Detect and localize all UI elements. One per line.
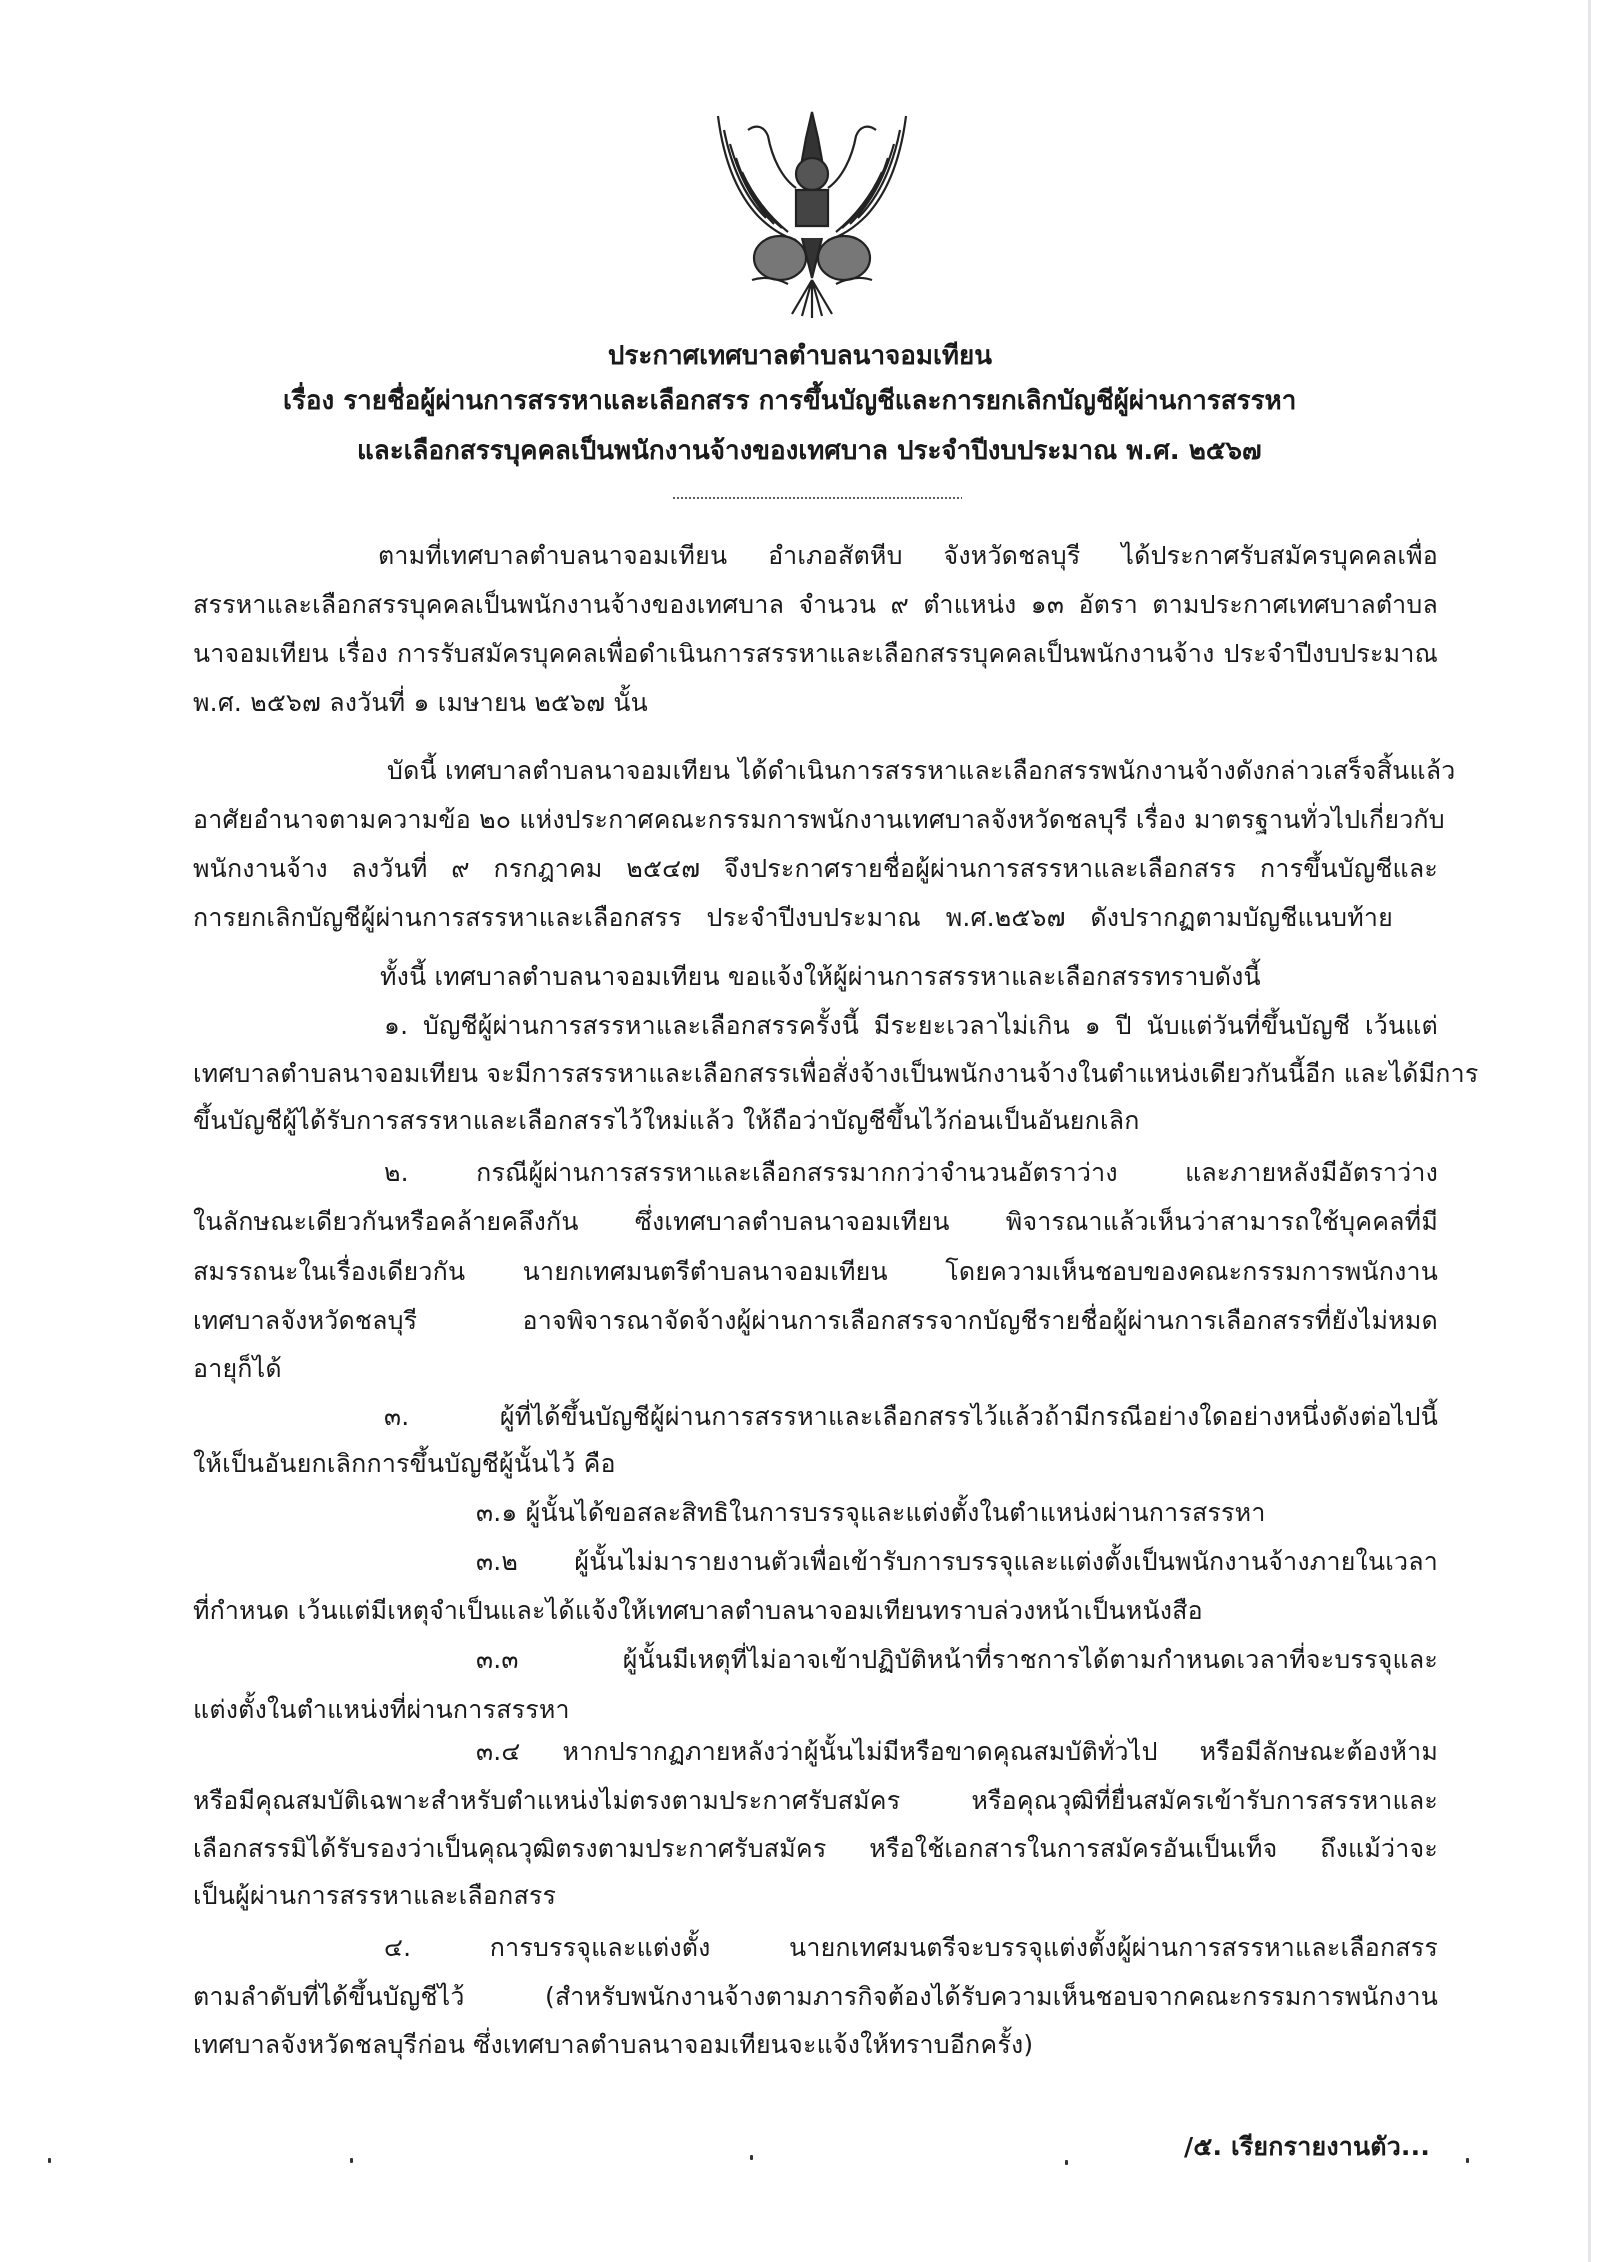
item3-line2: ให้เป็นอันยกเลิกการขึ้นบัญชีผู้นั้นไว้ คือ (193, 1449, 616, 1478)
garuda-emblem-icon (712, 108, 912, 320)
item3-line1: ๓. ผู้ที่ได้ขึ้นบัญชีผู้ผ่านการสรรหาและเลือกสรรไว้แล้วถ้ามีกรณีอย่างใดอย่างหนึ่งดังต่อไปนี้ (384, 1402, 1438, 1431)
para3-line: ทั้งนี้ เทศบาลตำบลนาจอมเทียน ขอแจ้งให้ผู้ผ่านการสรรหาและเลือกสรรทราบดังนี้ (380, 962, 1261, 991)
item3-4-line1: ๓.๔ หากปรากฏภายหลังว่าผู้นั้นไม่มีหรือขาดคุณสมบัติทั่วไป หรือมีลักษณะต้องห้าม (476, 1737, 1438, 1766)
item3-4-line3: เลือกสรรมิได้รับรองว่าเป็นคุณวุฒิตรงตามประกาศรับสมัคร หรือใช้เอกสารในการสมัครอันเป็นเท็จ ถึงแม้ว่าจะ (193, 1834, 1438, 1863)
scan-speck (48, 2158, 51, 2163)
title-separator (672, 496, 962, 500)
item3-4-line2: หรือมีคุณสมบัติเฉพาะสำหรับตำแหน่งไม่ตรงตามประกาศรับสมัคร หรือคุณวุฒิที่ยื่นสมัครเข้ารับการสรรหาและ (193, 1786, 1438, 1815)
item3-4-line4: เป็นผู้ผ่านการสรรหาและเลือกสรร (193, 1881, 557, 1910)
item1-line2: เทศบาลตำบลนาจอมเทียน จะมีการสรรหาและเลือกสรรเพื่อสั่งจ้างเป็นพนักงานจ้างในตำแหน่งเดียวกันนี้อีก และได้มีการ (193, 1059, 1479, 1088)
item3-3-line2: แต่งตั้งในตำแหน่งที่ผ่านการสรรหา (193, 1695, 570, 1724)
announcement-title: ประกาศเทศบาลตำบลนาจอมเทียน (607, 341, 993, 371)
continuation-note: /๕. เรียกรายงานตัว... (1184, 2132, 1431, 2161)
item2-line1: ๒. กรณีผู้ผ่านการสรรหาและเลือกสรรมากกว่าจำนวนอัตราว่าง และภายหลังมีอัตราว่าง (384, 1158, 1438, 1187)
scan-speck (1065, 2160, 1068, 2165)
item4-line2: ตามลำดับที่ได้ขึ้นบัญชีไว้ (สำหรับพนักงานจ้างตามภารกิจต้องได้รับความเห็นชอบจากคณะกรรมการพนักงาน (193, 1982, 1438, 2011)
item2-line4: เทศบาลจังหวัดชลบุรี อาจพิจารณาจัดจ้างผู้ผ่านการเลือกสรรจากบัญชีรายชื่อผู้ผ่านการเลือกสรรที่ยังไม่หมด (193, 1306, 1438, 1335)
item2-line2: ในลักษณะเดียวกันหรือคล้ายคลึงกัน ซึ่งเทศบาลตำบลนาจอมเทียน พิจารณาแล้วเห็นว่าสามารถใช้บุคคลที่มี (193, 1207, 1438, 1236)
para2-line3: พนักงานจ้าง ลงวันที่ ๙ กรกฎาคม ๒๕๔๗ จึงประกาศรายชื่อผู้ผ่านการสรรหาและเลือกสรร การขึ้นบัญชีและ (193, 854, 1438, 883)
item4-line3: เทศบาลจังหวัดชลบุรีก่อน ซึ่งเทศบาลตำบลนาจอมเทียนจะแจ้งให้ทราบอีกครั้ง) (193, 2030, 1034, 2059)
scan-speck (350, 2158, 353, 2163)
para1-line2: สรรหาและเลือกสรรบุคคลเป็นพนักงานจ้างของเทศบาล จำนวน ๙ ตำแหน่ง ๑๓ อัตรา ตามประกาศเทศบาลตำบล (193, 590, 1438, 619)
para1-line3: นาจอมเทียน เรื่อง การรับสมัครบุคคลเพื่อดำเนินการสรรหาและเลือกสรรบุคคลเป็นพนักงานจ้าง ประจำปีงบประมาณ (193, 639, 1438, 668)
para1-line1: ตามที่เทศบาลตำบลนาจอมเทียน อำเภอสัตหีบ จังหวัดชลบุรี ได้ประกาศรับสมัครบุคคลเพื่อ (378, 541, 1438, 570)
scan-speck (750, 2155, 753, 2160)
para1-line4: พ.ศ. ๒๕๖๗ ลงวันที่ ๑ เมษายน ๒๕๖๗ นั้น (193, 688, 648, 717)
item1-line3: ขึ้นบัญชีผู้ได้รับการสรรหาและเลือกสรรไว้ใหม่แล้ว ให้ถือว่าบัญชีขึ้นไว้ก่อนเป็นอันยกเลิก (193, 1106, 1140, 1135)
para2-line2: อาศัยอำนาจตามความข้อ ๒๐ แห่งประกาศคณะกรรมการพนักงานเทศบาลจังหวัดชลบุรี เรื่อง มาตรฐานทั่วไปเกี่ยวกับ (193, 805, 1445, 834)
scan-speck (1466, 2158, 1469, 2163)
item4-line1: ๔. การบรรจุและแต่งตั้ง นายกเทศมนตรีจะบรรจุแต่งตั้งผู้ผ่านการสรรหาและเลือกสรร (384, 1933, 1438, 1962)
item2-line3: สมรรถนะในเรื่องเดียวกัน นายกเทศมนตรีตำบลนาจอมเทียน โดยความเห็นชอบของคณะกรรมการพนักงาน (193, 1257, 1438, 1286)
para2-line1: บัดนี้ เทศบาลตำบลนาจอมเทียน ได้ดำเนินการสรรหาและเลือกสรรพนักงานจ้างดังกล่าวเสร็จสิ้นแล้ว (387, 756, 1456, 785)
para2-line4: การยกเลิกบัญชีผู้ผ่านการสรรหาและเลือกสรร ประจำปีงบประมาณ พ.ศ.๒๕๖๗ ดังปรากฏตามบัญชีแนบท้าย (193, 903, 1393, 932)
item3-1-line1: ๓.๑ ผู้นั้นได้ขอสละสิทธิในการบรรจุและแต่งตั้งในตำแหน่งผ่านการสรรหา (476, 1498, 1266, 1527)
subject-line-2: และเลือกสรรบุคคลเป็นพนักงานจ้างของเทศบาล ประจำปีงบประมาณ พ.ศ. ๒๕๖๗ (357, 436, 1262, 466)
item3-2-line2: ที่กำหนด เว้นแต่มีเหตุจำเป็นและได้แจ้งให้เทศบาลตำบลนาจอมเทียนทราบล่วงหน้าเป็นหนังสือ (193, 1596, 1203, 1625)
item3-3-line1: ๓.๓ ผู้นั้นมีเหตุที่ไม่อาจเข้าปฏิบัติหน้าที่ราชการได้ตามกำหนดเวลาที่จะบรรจุและ (476, 1645, 1438, 1674)
item2-line5: อายุก็ได้ (193, 1354, 282, 1383)
item3-2-line1: ๓.๒ ผู้นั้นไม่มารายงานตัวเพื่อเข้ารับการบรรจุและแต่งตั้งเป็นพนักงานจ้างภายในเวลา (476, 1547, 1438, 1576)
item1-line1: ๑. บัญชีผู้ผ่านการสรรหาและเลือกสรรครั้งนี้ มีระยะเวลาไม่เกิน ๑ ปี นับแต่วันที่ขึ้นบัญชี เว้นแต่ (384, 1011, 1438, 1040)
subject-line-1: เรื่อง รายชื่อผู้ผ่านการสรรหาและเลือกสรร การขึ้นบัญชีและการยกเลิกบัญชีผู้ผ่านการสรรหา (283, 386, 1297, 416)
